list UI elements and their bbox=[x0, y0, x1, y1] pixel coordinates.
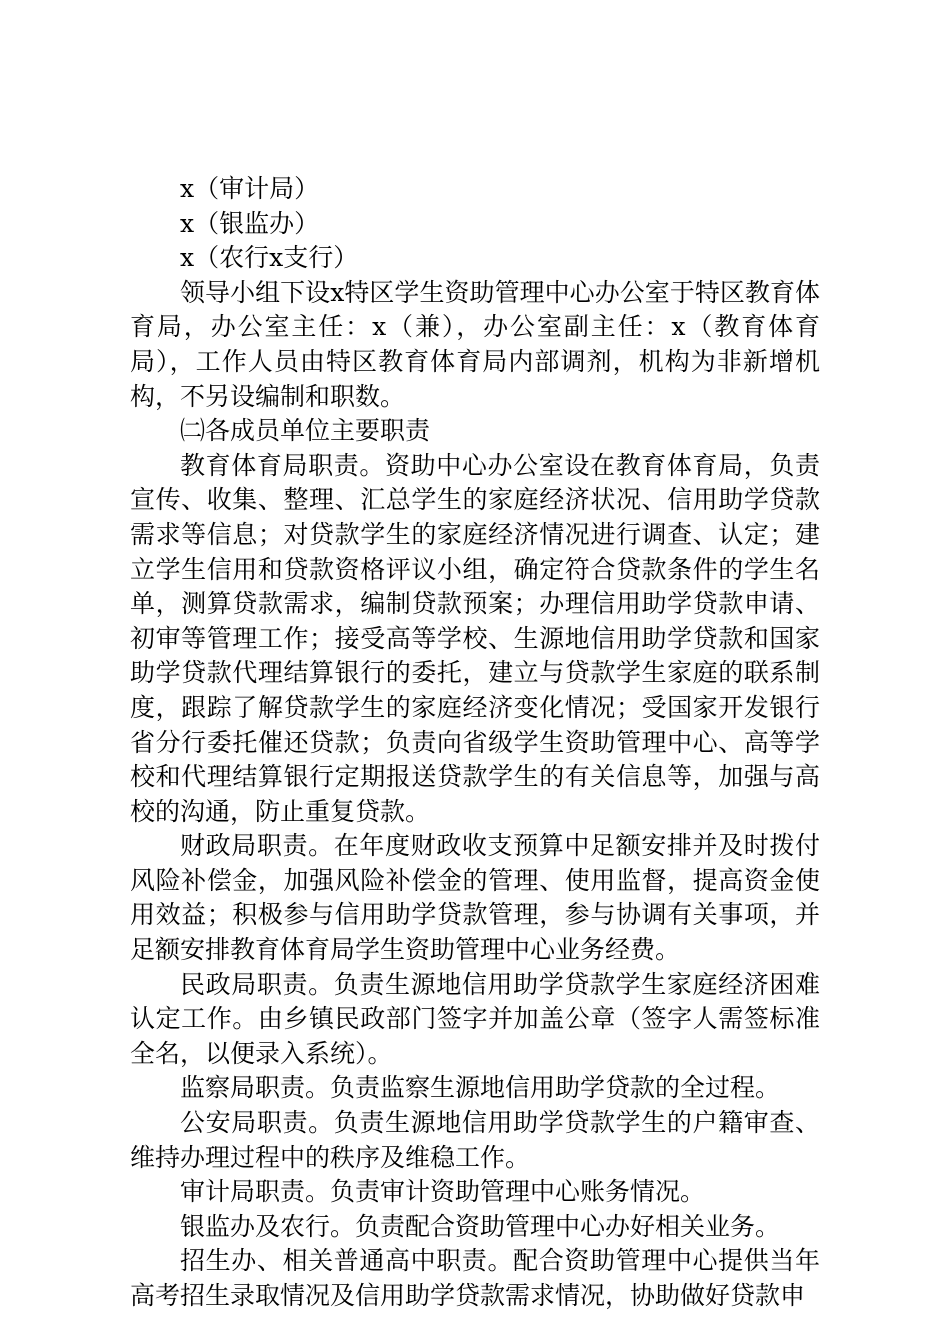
paragraph-office-setup: 领导小组下设x特区学生资助管理中心办公室于特区教育体育局，办公室主任：x（兼），办公室副主任：x（教育体育局），工作人员由特区教育体育局内部调剂，机构为非新增机构，不另设编制和职数。 bbox=[130, 277, 820, 411]
paragraph-civil-affairs-bureau: 民政局职责。负责生源地信用助学贷款学生家庭经济困难认定工作。由乡镇民政部门签字并加盖公章（签字人需签标准全名，以便录入系统）。 bbox=[130, 969, 820, 1068]
member-line-agricultural-bank: x（农行x支行） bbox=[180, 243, 359, 273]
paragraph-public-security-bureau: 公安局职责。负责生源地信用助学贷款学生的户籍审查、维持办理过程中的秩序及维稳工作。 bbox=[130, 1108, 820, 1172]
paragraph-finance-bureau: 财政局职责。在年度财政收支预算中足额安排并及时拨付风险补偿金，加强风险补偿金的管理、使用监督，提高资金使用效益；积极参与信用助学贷款管理，参与协调有关事项，并足额安排教育体育局学生资助管理中心业务经费。 bbox=[130, 831, 820, 965]
paragraph-bank-regulator: 银监办及农行。负责配合资助管理中心办好相关业务。 bbox=[180, 1211, 781, 1241]
section-heading-duties: ㈡各成员单位主要职责 bbox=[180, 416, 431, 446]
paragraph-audit-bureau: 审计局职责。负责审计资助管理中心账务情况。 bbox=[180, 1177, 706, 1207]
document-body bbox=[130, 172, 820, 1314]
paragraph-education-bureau: 教育体育局职责。资助中心办公室设在教育体育局，负责宣传、收集、整理、汇总学生的家庭经济状况、信用助学贷款需求等信息；对贷款学生的家庭经济情况进行调查、认定；建立学生信用和贷款资格评议小组，确定符合贷款条件的学生名单，测算贷款需求，编制贷款预案；办理信用助学贷款申请、初审等管理工作；接受高等学校、生源地信用助学贷款和国家助学贷款代理结算银行的委托，建立与贷款学生家庭的联系制度，跟踪了解贷款学生的家庭经济变化情况；受国家开发银行省分行委托催还贷款；负责向省级学生资助管理中心、高等学校和代理结算银行定期报送贷款学生的有关信息等，加强与高校的沟通，防止重复贷款。 bbox=[130, 450, 820, 826]
member-line-bank-regulator: x（银监办） bbox=[180, 208, 320, 238]
paragraph-admissions-office: 招生办、相关普通高中职责。配合资助管理中心提供当年高考招生录取情况及信用助学贷款需求情况，协助做好贷款申 bbox=[130, 1246, 820, 1310]
member-line-audit: x（审计局） bbox=[180, 174, 320, 203]
paragraph-supervision-bureau: 监察局职责。负责监察生源地信用助学贷款的全过程。 bbox=[180, 1073, 781, 1103]
